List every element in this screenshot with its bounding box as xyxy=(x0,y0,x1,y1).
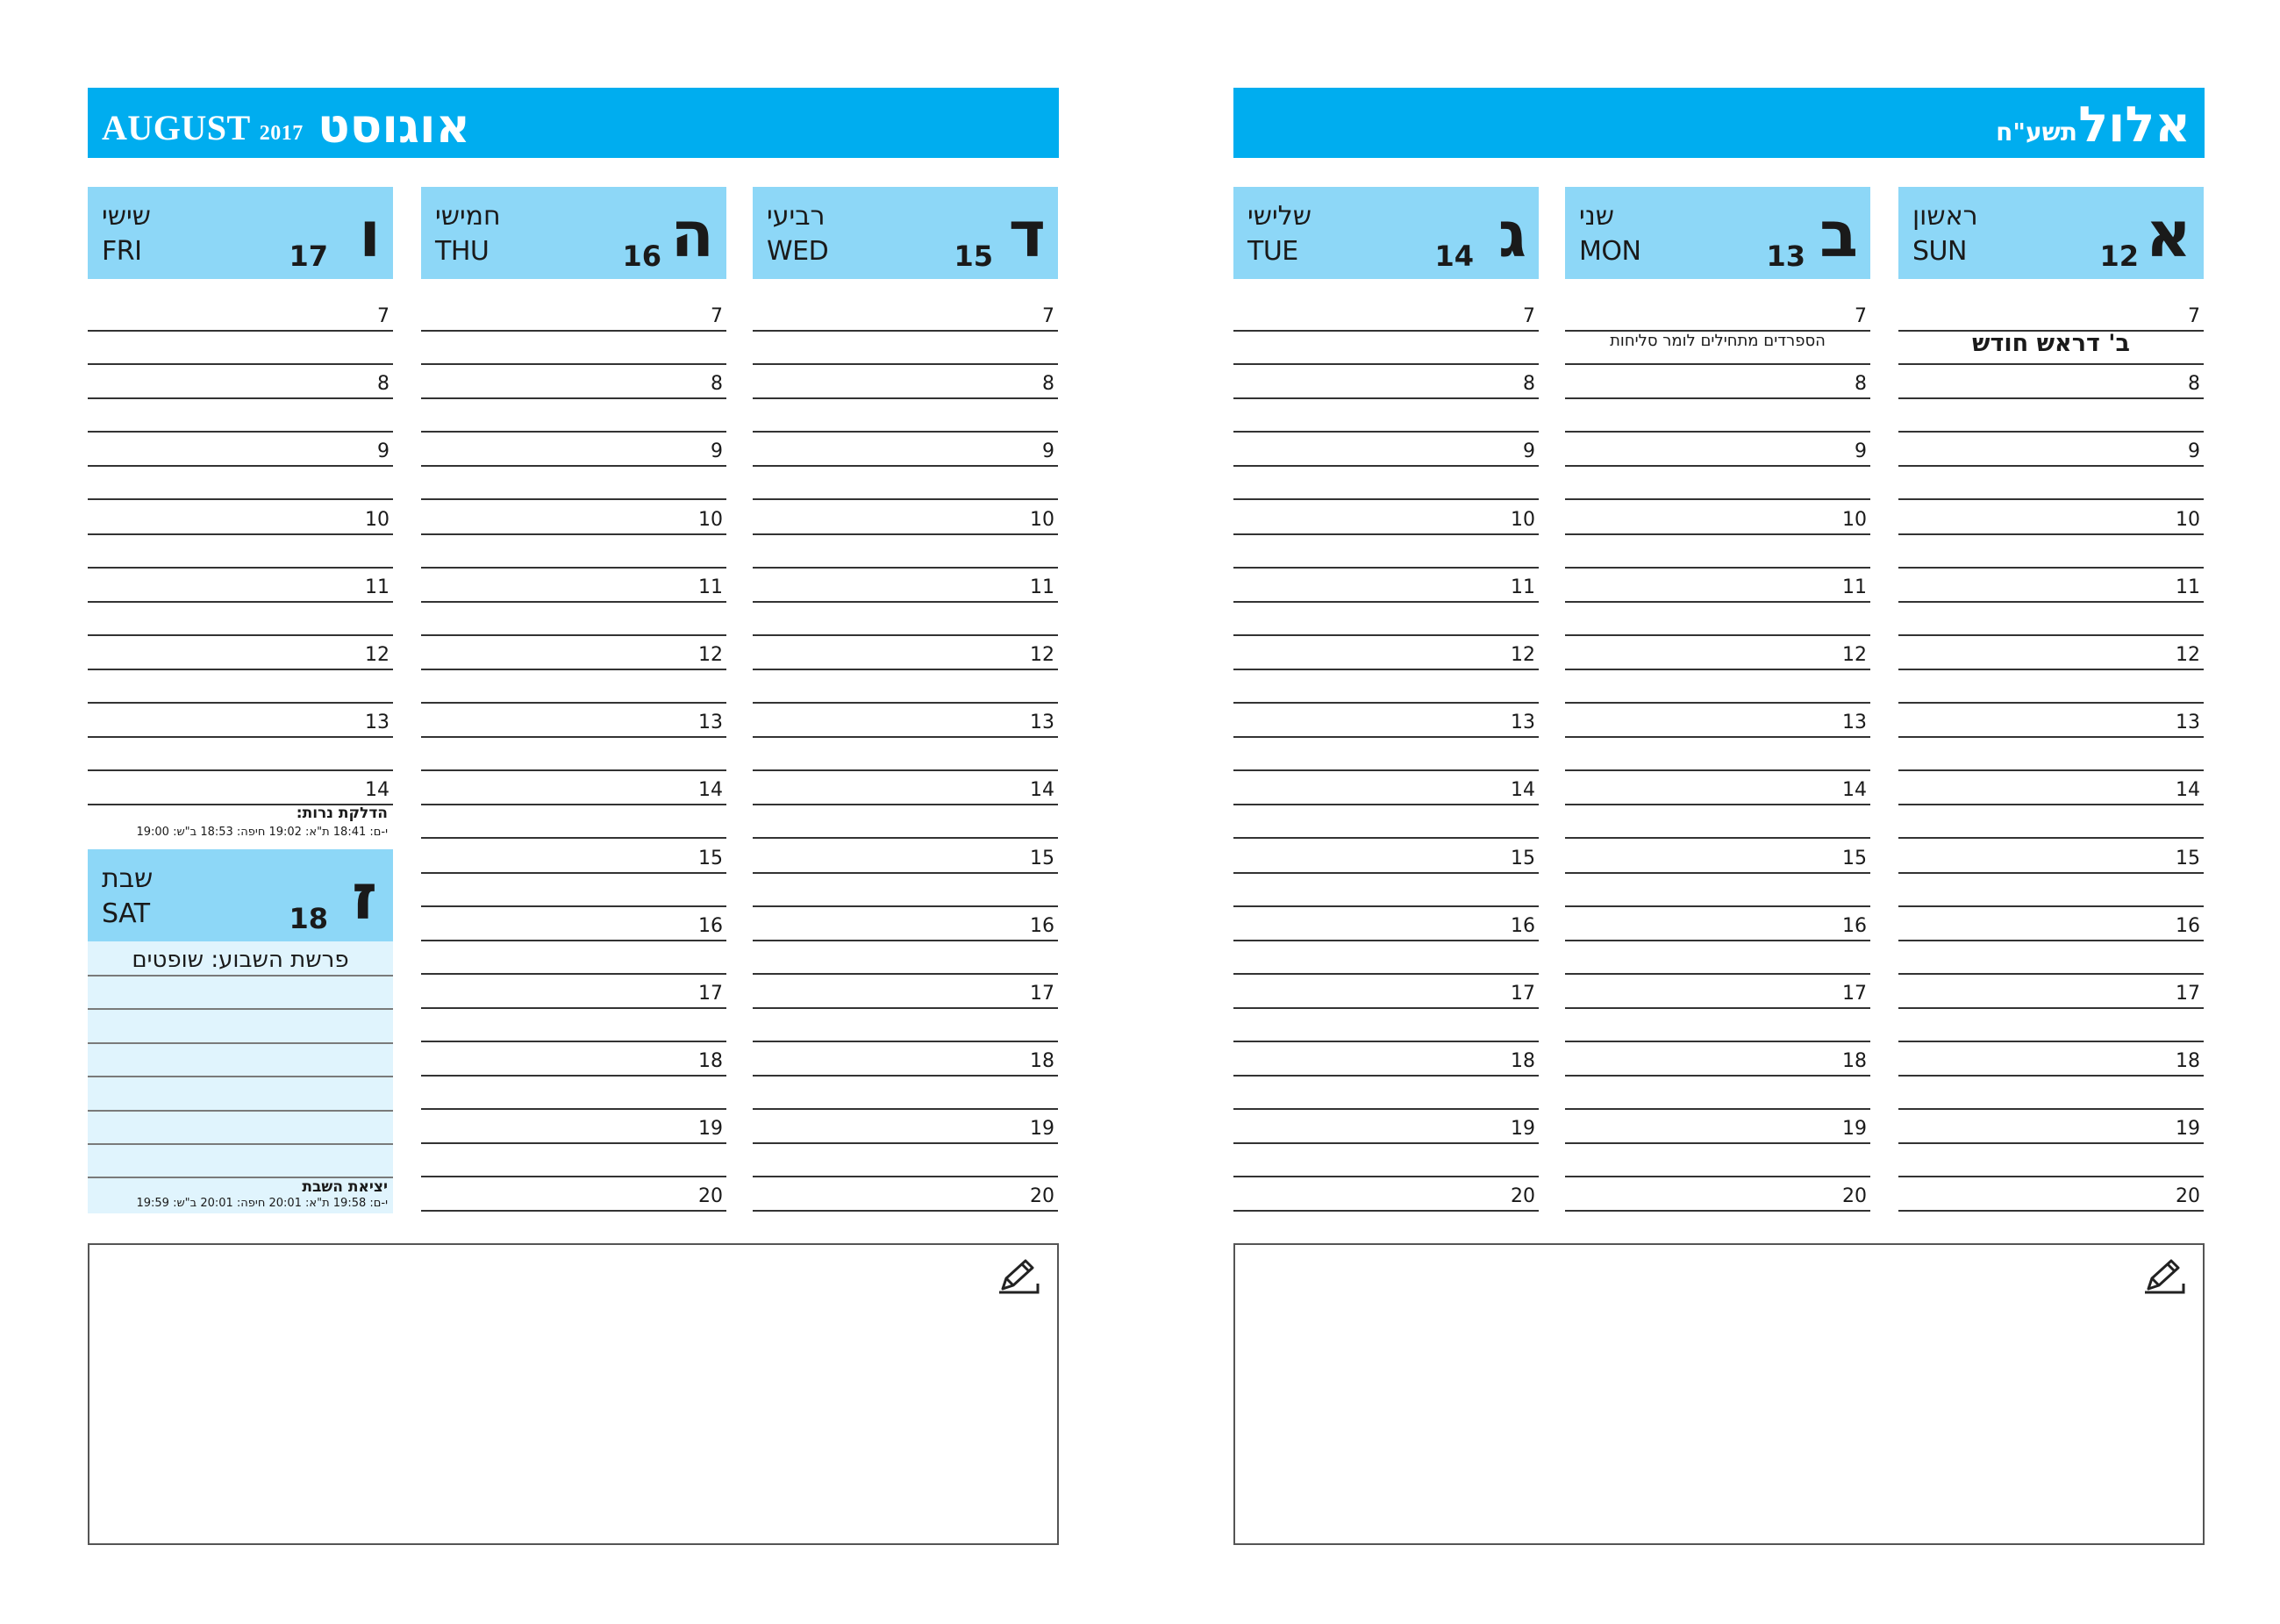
hour-row[interactable] xyxy=(753,1041,1058,1109)
hour-row[interactable] xyxy=(1898,297,2204,364)
pencil-note-icon xyxy=(2141,1257,2187,1298)
hour-row[interactable] xyxy=(1565,906,1870,974)
hour-row[interactable] xyxy=(753,703,1058,770)
hour-label: 15 xyxy=(1511,847,1535,869)
hour-row[interactable] xyxy=(1565,1177,1870,1212)
hour-label: 12 xyxy=(365,643,390,666)
hour-label: 9 xyxy=(377,440,390,463)
hour-label: 19 xyxy=(1842,1118,1867,1141)
day-column-sun xyxy=(1898,187,2204,1208)
hebrew-date-letter: ב xyxy=(1819,197,1858,271)
day-name-he: שבת xyxy=(102,863,154,894)
hour-row[interactable] xyxy=(1898,839,2204,906)
hour-label: 7 xyxy=(1523,305,1535,327)
day-name-he: שישי xyxy=(102,201,151,232)
day-name-he: ראשון xyxy=(1912,201,1978,232)
pencil-note-icon xyxy=(996,1257,1041,1298)
day-number: 15 xyxy=(954,240,993,273)
hour-label: 20 xyxy=(1511,1185,1535,1208)
hour-row[interactable] xyxy=(1565,974,1870,1041)
hour-label: 14 xyxy=(1511,779,1535,802)
hour-row[interactable] xyxy=(88,703,393,770)
weekly-parsha: פרשת השבוע: שופטים xyxy=(132,947,349,973)
hour-row[interactable] xyxy=(1898,1109,2204,1177)
day-number: 13 xyxy=(1766,240,1805,273)
hour-label: 10 xyxy=(365,508,390,531)
hour-row[interactable] xyxy=(421,1177,726,1212)
day-header xyxy=(1565,187,1870,279)
hour-label: 15 xyxy=(1842,847,1867,869)
candle-lighting xyxy=(88,801,393,845)
hour-label: 13 xyxy=(1511,712,1535,734)
hour-row[interactable] xyxy=(421,770,726,838)
day-column-fri xyxy=(88,187,393,1210)
hour-row[interactable] xyxy=(1898,974,2204,1041)
hour-row[interactable] xyxy=(753,974,1058,1041)
hour-label: 8 xyxy=(377,373,390,396)
right-page xyxy=(1233,0,2205,1624)
month-title-en: AUGUST 2017 xyxy=(102,108,304,147)
hour-label: 13 xyxy=(1030,712,1054,734)
hour-label: 16 xyxy=(698,914,723,937)
hour-row[interactable] xyxy=(1233,500,1539,568)
day-column-mon xyxy=(1565,187,1870,1208)
hebrew-date-letter: ז xyxy=(352,860,377,934)
calendar-note: ב' דראש חודש xyxy=(1972,330,2130,357)
hour-label: 9 xyxy=(2188,440,2200,463)
hour-row[interactable] xyxy=(1233,297,1539,364)
hour-row[interactable] xyxy=(1565,500,1870,568)
hour-row[interactable] xyxy=(1898,1177,2204,1212)
hour-label: 20 xyxy=(1030,1185,1054,1208)
hour-row[interactable] xyxy=(1898,635,2204,703)
day-name-he: שני xyxy=(1579,201,1614,232)
hour-label: 11 xyxy=(1511,576,1535,598)
hour-row[interactable] xyxy=(88,364,393,432)
hour-label: 16 xyxy=(1511,914,1535,937)
hour-label: 8 xyxy=(2188,373,2200,396)
hour-label: 12 xyxy=(2176,643,2200,666)
hour-label: 10 xyxy=(2176,508,2200,531)
hour-row[interactable] xyxy=(1233,1177,1539,1212)
hour-row[interactable] xyxy=(1565,568,1870,635)
hour-label: 14 xyxy=(1030,779,1054,802)
hour-row[interactable] xyxy=(421,568,726,635)
hour-row[interactable] xyxy=(1233,635,1539,703)
year-label-he: תשע"ח xyxy=(1996,118,2077,147)
havdalah-times: י-ם: 19:58 ת"א: 20:01 חיפה: 20:01 ב"ש: 19:59 xyxy=(136,1197,388,1210)
hour-label: 14 xyxy=(2176,779,2200,802)
year-label: 2017 xyxy=(259,122,304,145)
hour-row[interactable] xyxy=(88,635,393,703)
hour-label: 10 xyxy=(1030,508,1054,531)
hour-label: 11 xyxy=(698,576,723,598)
hour-label: 19 xyxy=(2176,1118,2200,1141)
day-number: 18 xyxy=(289,902,328,935)
hour-label: 16 xyxy=(1842,914,1867,937)
hour-label: 18 xyxy=(1030,1050,1054,1073)
left-page xyxy=(88,0,1059,1624)
hour-label: 18 xyxy=(698,1050,723,1073)
hour-row[interactable] xyxy=(1233,1041,1539,1109)
hour-rows xyxy=(1565,297,1870,1212)
hour-label: 20 xyxy=(2176,1185,2200,1208)
day-header xyxy=(88,187,393,279)
hour-row[interactable] xyxy=(1898,906,2204,974)
hour-row[interactable] xyxy=(1898,364,2204,432)
month-banner xyxy=(88,88,1059,158)
hebrew-date-letter: ו xyxy=(359,197,381,271)
hebrew-date-letter: ה xyxy=(670,197,714,271)
hour-label: 8 xyxy=(1523,373,1535,396)
saturday-body[interactable] xyxy=(88,941,393,1213)
hour-label: 8 xyxy=(1855,373,1867,396)
day-name-he: רביעי xyxy=(767,201,826,232)
hour-row[interactable] xyxy=(421,906,726,974)
hour-label: 11 xyxy=(1030,576,1054,598)
hour-rows xyxy=(1898,297,2204,1212)
hour-row[interactable] xyxy=(421,974,726,1041)
day-name-en: MON xyxy=(1579,236,1641,267)
hour-label: 15 xyxy=(698,847,723,869)
hour-row[interactable] xyxy=(421,500,726,568)
hour-row[interactable] xyxy=(1898,770,2204,838)
hour-row[interactable] xyxy=(421,1109,726,1177)
hour-label: 13 xyxy=(1842,712,1867,734)
hour-row[interactable] xyxy=(88,432,393,499)
hour-row[interactable] xyxy=(1565,839,1870,906)
hour-label: 11 xyxy=(2176,576,2200,598)
calendar-note: הספרדים מתחילים לומר סליחות xyxy=(1610,332,1826,350)
hour-row[interactable] xyxy=(1233,770,1539,838)
hour-label: 9 xyxy=(1855,440,1867,463)
candle-lighting-times: י-ם: 18:41 ת"א: 19:02 חיפה: 18:53 ב"ש: 19:00 xyxy=(136,826,388,839)
hour-row[interactable] xyxy=(753,364,1058,432)
hour-row[interactable] xyxy=(753,1109,1058,1177)
hour-label: 18 xyxy=(1842,1050,1867,1073)
hour-label: 9 xyxy=(1042,440,1054,463)
day-name-en: SUN xyxy=(1912,236,1967,267)
hour-label: 16 xyxy=(1030,914,1054,937)
day-column-wed xyxy=(753,187,1058,1208)
hour-rows xyxy=(421,297,726,1212)
hour-row[interactable] xyxy=(421,635,726,703)
hour-label: 11 xyxy=(1842,576,1867,598)
hour-row[interactable] xyxy=(1565,1041,1870,1109)
hour-row[interactable] xyxy=(1898,703,2204,770)
hour-label: 13 xyxy=(2176,712,2200,734)
hour-row[interactable] xyxy=(753,432,1058,499)
hour-label: 18 xyxy=(1511,1050,1535,1073)
day-header xyxy=(753,187,1058,279)
hour-row[interactable] xyxy=(753,500,1058,568)
hour-row[interactable] xyxy=(1565,770,1870,838)
month-banner xyxy=(1233,88,2205,158)
day-header xyxy=(1898,187,2204,279)
day-number: 17 xyxy=(289,240,328,273)
hour-row[interactable] xyxy=(421,839,726,906)
hour-label: 12 xyxy=(1030,643,1054,666)
day-header-sat xyxy=(88,849,393,941)
notes-box[interactable] xyxy=(88,1243,1059,1545)
hour-label: 14 xyxy=(698,779,723,802)
hour-label: 17 xyxy=(1511,982,1535,1005)
hebrew-date-letter: ג xyxy=(1497,197,1526,271)
hour-label: 14 xyxy=(1842,779,1867,802)
hour-row[interactable] xyxy=(88,568,393,635)
hour-row[interactable] xyxy=(1898,1041,2204,1109)
hour-label: 13 xyxy=(365,712,390,734)
hour-row[interactable] xyxy=(421,297,726,364)
hour-row[interactable] xyxy=(1233,906,1539,974)
hour-row[interactable] xyxy=(421,364,726,432)
day-name-en: SAT xyxy=(102,898,150,929)
day-header xyxy=(421,187,726,279)
notes-box[interactable] xyxy=(1233,1243,2205,1545)
hour-row[interactable] xyxy=(88,297,393,364)
hour-row[interactable] xyxy=(1565,635,1870,703)
day-name-en: TUE xyxy=(1247,236,1298,267)
hour-row[interactable] xyxy=(753,906,1058,974)
hour-rows xyxy=(88,297,393,805)
hour-label: 19 xyxy=(1030,1118,1054,1141)
day-column-thu xyxy=(421,187,726,1208)
hour-row[interactable] xyxy=(753,770,1058,838)
hour-label: 7 xyxy=(2188,305,2200,327)
day-number: 12 xyxy=(2099,240,2139,273)
hour-rows xyxy=(1233,297,1539,1212)
hour-row[interactable] xyxy=(753,297,1058,364)
hour-row[interactable] xyxy=(1233,974,1539,1041)
day-number: 16 xyxy=(622,240,661,273)
hour-label: 9 xyxy=(711,440,723,463)
hour-row[interactable] xyxy=(753,568,1058,635)
day-name-en: WED xyxy=(767,236,829,267)
hour-label: 17 xyxy=(1030,982,1054,1005)
hour-row[interactable] xyxy=(1565,1109,1870,1177)
hour-row[interactable] xyxy=(1233,568,1539,635)
hour-label: 7 xyxy=(1855,305,1867,327)
hour-row[interactable] xyxy=(1233,703,1539,770)
hour-row[interactable] xyxy=(1565,703,1870,770)
day-header xyxy=(1233,187,1539,279)
hour-row[interactable] xyxy=(753,1177,1058,1212)
hebrew-date-letter: ד xyxy=(1008,197,1046,271)
hour-row[interactable] xyxy=(1233,839,1539,906)
hour-label: 7 xyxy=(377,305,390,327)
hour-row[interactable] xyxy=(1898,500,2204,568)
hour-label: 15 xyxy=(1030,847,1054,869)
month-title-he: אוגוסט xyxy=(318,98,470,154)
hour-row[interactable] xyxy=(1233,364,1539,432)
day-name-he: שלישי xyxy=(1247,201,1312,232)
hour-label: 9 xyxy=(1523,440,1535,463)
hour-row[interactable] xyxy=(1898,432,2204,499)
hour-label: 10 xyxy=(1842,508,1867,531)
hour-label: 20 xyxy=(698,1185,723,1208)
hour-row[interactable] xyxy=(421,703,726,770)
hour-label: 8 xyxy=(711,373,723,396)
hour-label: 12 xyxy=(1842,643,1867,666)
hour-label: 19 xyxy=(1511,1118,1535,1141)
day-name-en: THU xyxy=(435,236,490,267)
hour-row[interactable] xyxy=(421,432,726,499)
hour-row[interactable] xyxy=(1565,364,1870,432)
hour-label: 13 xyxy=(698,712,723,734)
hour-label: 8 xyxy=(1042,373,1054,396)
hour-label: 16 xyxy=(2176,914,2200,937)
hebrew-date-letter: א xyxy=(2145,197,2191,271)
hour-label: 14 xyxy=(365,779,390,802)
hour-label: 12 xyxy=(698,643,723,666)
hour-row[interactable] xyxy=(1898,568,2204,635)
hour-label: 11 xyxy=(365,576,390,598)
hour-label: 17 xyxy=(698,982,723,1005)
hour-rows xyxy=(753,297,1058,1212)
havdalah-title: יציאת השבת xyxy=(302,1178,388,1196)
hour-label: 7 xyxy=(1042,305,1054,327)
hour-row[interactable] xyxy=(421,1041,726,1109)
day-number: 14 xyxy=(1434,240,1474,273)
hour-label: 17 xyxy=(2176,982,2200,1005)
hour-label: 10 xyxy=(1511,508,1535,531)
day-name-en: FRI xyxy=(102,236,142,267)
candle-lighting-title: הדלקת נרות: xyxy=(296,805,388,822)
hour-label: 18 xyxy=(2176,1050,2200,1073)
day-name-he: חמישי xyxy=(435,201,501,232)
hour-row[interactable] xyxy=(1233,1109,1539,1177)
hour-label: 20 xyxy=(1842,1185,1867,1208)
hour-row[interactable] xyxy=(1233,432,1539,499)
hour-row[interactable] xyxy=(88,500,393,568)
hour-label: 10 xyxy=(698,508,723,531)
hour-row[interactable] xyxy=(1565,297,1870,364)
hour-row[interactable] xyxy=(1565,432,1870,499)
hour-label: 12 xyxy=(1511,643,1535,666)
hour-label: 19 xyxy=(698,1118,723,1141)
hour-label: 15 xyxy=(2176,847,2200,869)
hour-row[interactable] xyxy=(753,635,1058,703)
month-title-he: אלול xyxy=(2078,97,2191,154)
hour-label: 17 xyxy=(1842,982,1867,1005)
hour-label: 7 xyxy=(711,305,723,327)
day-column-tue xyxy=(1233,187,1539,1208)
hour-row[interactable] xyxy=(753,839,1058,906)
